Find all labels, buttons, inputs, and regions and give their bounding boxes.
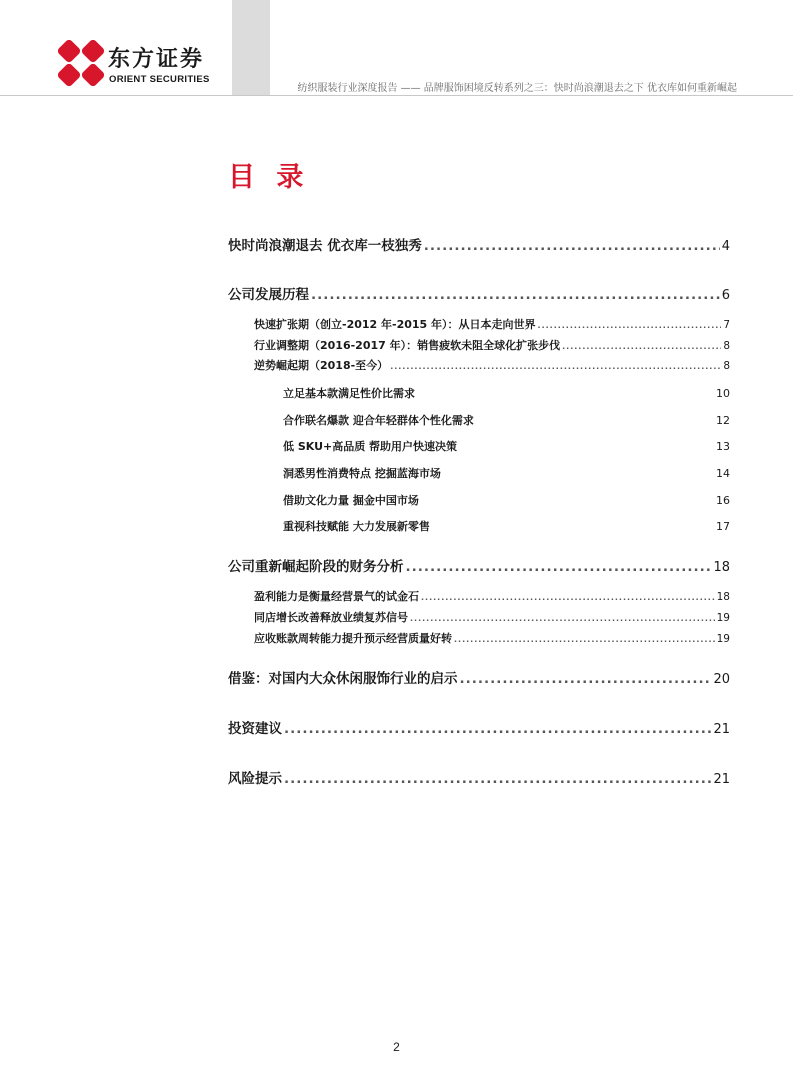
toc-leader — [460, 671, 712, 687]
toc-entry-label: 快时尚浪潮退去 优衣库一枝独秀 — [228, 238, 422, 254]
toc-entry[interactable] — [254, 357, 730, 373]
toc-entry-page: 6 — [721, 288, 730, 303]
toc-entry-page: 16 — [716, 494, 730, 507]
toc-heading: 目 录 — [228, 162, 310, 193]
toc-entry-label: 公司发展历程 — [228, 287, 309, 303]
toc-leader — [406, 559, 712, 575]
toc-entry-label: 快速扩张期（创立-2012 年-2015 年）：从日本走向世界 — [254, 318, 536, 331]
report-title-line: 纺织服装行业深度报告 —— 品牌服饰困境反转系列之三：快时尚浪潮退去之下 优衣库如何重新崛起 — [297, 83, 737, 94]
logo-english-name: ORIENT SECURITIES — [109, 74, 210, 85]
company-logo — [58, 40, 218, 90]
toc-entry-page: 21 — [713, 722, 730, 737]
toc-entry[interactable] — [254, 316, 730, 332]
toc-entry-label: 公司重新崛起阶段的财务分析 — [228, 559, 404, 575]
toc-entry-page: 7 — [723, 319, 730, 331]
orient-logo-icon — [58, 40, 104, 86]
toc-entry[interactable] — [283, 518, 730, 534]
toc-entry-page: 19 — [716, 612, 730, 624]
toc-entry-label: 同店增长改善释放业绩复苏信号 — [254, 611, 408, 624]
toc-leader — [284, 771, 711, 787]
toc-leader — [421, 593, 715, 602]
toc-entry[interactable] — [228, 234, 730, 254]
toc-entry[interactable] — [283, 492, 730, 508]
toc-entry[interactable] — [283, 438, 730, 454]
toc-leader — [562, 342, 721, 351]
toc-entry-label: 风险提示 — [228, 771, 282, 787]
toc-leader — [538, 321, 722, 330]
toc-leader — [424, 238, 720, 254]
toc-entry[interactable] — [254, 588, 730, 604]
toc-entry[interactable] — [283, 412, 730, 428]
toc-entry-label: 立足基本款满足性价比需求 — [283, 387, 415, 400]
toc-entry-label: 低 SKU+高品质 帮助用户快速决策 — [283, 440, 458, 453]
toc-entry[interactable] — [283, 385, 730, 401]
toc-entry-label: 洞悉男性消费特点 挖掘蓝海市场 — [283, 467, 441, 480]
toc-entry-page: 13 — [716, 440, 730, 453]
toc-entry-label: 合作联名爆款 迎合年轻群体个性化需求 — [283, 414, 474, 427]
toc-entry[interactable] — [228, 283, 730, 303]
toc-entry[interactable] — [228, 555, 730, 575]
toc-entry[interactable] — [283, 465, 730, 481]
toc-entry[interactable] — [228, 667, 730, 687]
toc-entry[interactable] — [228, 767, 730, 787]
toc-entry[interactable] — [254, 609, 730, 625]
toc-entry-label: 应收账款周转能力提升预示经营质量好转 — [254, 632, 452, 645]
toc-entry-page: 20 — [713, 672, 730, 687]
toc-entry-label: 逆势崛起期（2018-至今） — [254, 359, 389, 372]
toc-entry-page: 8 — [723, 340, 730, 352]
toc-entry-page: 18 — [713, 560, 730, 575]
toc-leader — [284, 721, 711, 737]
toc-leader — [311, 287, 720, 303]
toc-leader — [390, 362, 721, 371]
page-number: 2 — [393, 1040, 400, 1054]
toc-entry[interactable] — [254, 630, 730, 646]
toc-entry-page: 19 — [716, 633, 730, 645]
logo-chinese-name: 东方证券 — [108, 47, 205, 72]
header-divider — [0, 95, 793, 96]
toc-entry-label: 重视科技赋能 大力发展新零售 — [283, 520, 430, 533]
toc-entry-page: 8 — [723, 360, 730, 372]
toc-entry-page: 21 — [713, 772, 730, 787]
toc-entry-page: 18 — [716, 591, 730, 603]
header-gray-band — [232, 0, 270, 95]
toc-entry-label: 行业调整期（2016-2017 年）：销售疲软未阻全球化扩张步伐 — [254, 339, 561, 352]
toc-entry[interactable] — [228, 717, 730, 737]
toc-entry-page: 17 — [716, 520, 730, 533]
toc-entry-label: 盈利能力是衡量经营景气的试金石 — [254, 590, 419, 603]
toc-entry-label: 借鉴：对国内大众休闲服饰行业的启示 — [228, 671, 458, 687]
toc-leader — [454, 635, 715, 644]
toc-entry[interactable] — [254, 337, 730, 353]
toc-entry-page: 4 — [721, 239, 730, 254]
toc-entry-label: 投资建议 — [228, 721, 282, 737]
toc-entry-label: 借助文化力量 掘金中国市场 — [283, 494, 419, 507]
toc-entry-page: 12 — [716, 414, 730, 427]
toc-entry-page: 10 — [716, 387, 730, 400]
toc-leader — [410, 614, 715, 623]
toc-entry-page: 14 — [716, 467, 730, 480]
